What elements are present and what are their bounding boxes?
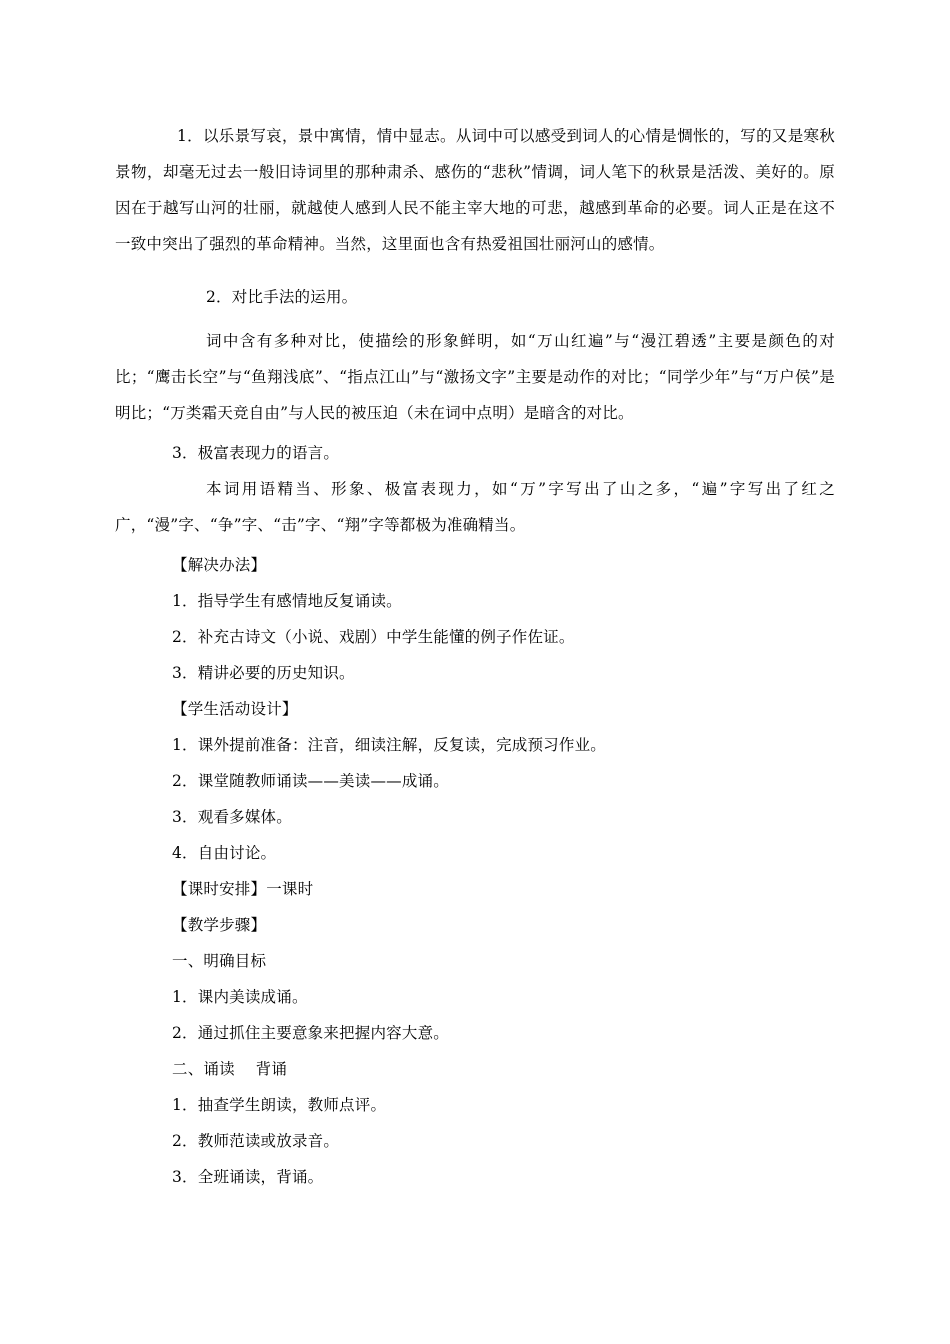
activity-item: 3．观看多媒体。 <box>172 808 292 826</box>
activity-heading: 【学生活动设计】 <box>172 700 298 718</box>
paragraph-5: 本词用语精当、形象、极富表现力，如“万”字写出了山之多，“遍”字写出了红之广，“漫”字、“争”字、“击”字、“翔”字等都极为准确精当。 <box>115 480 835 534</box>
activity-item: 4．自由讨论。 <box>172 844 277 862</box>
step-2-item: 3．全班诵读，背诵。 <box>172 1168 324 1186</box>
step-2-title: 二、诵读 背诵 <box>172 1060 288 1078</box>
step-2-item: 1．抽查学生朗读，教师点评。 <box>172 1096 387 1114</box>
solution-item: 1．指导学生有感情地反复诵读。 <box>172 592 402 610</box>
paragraph-1: 1．以乐景写哀，景中寓情，情中显志。从词中可以感受到词人的心情是惆怅的，写的又是寒秋景物，却毫无过去一般旧诗词里的那种肃杀、感伤的“悲秋”情调，词人笔下的秋景是活泼、美好的。原因在于越写山河的壮丽，就越使人感到人民不能主宰大地的可悲，越感到革命的必要。词人正是在这不一致中突出了强烈的革命精神。当然，这里面也含有热爱祖国壮丽河山的感情。 <box>115 127 835 253</box>
step-1-title: 一、明确目标 <box>172 952 267 970</box>
activity-item: 1．课外提前准备：注音，细读注解，反复读，完成预习作业。 <box>172 736 606 754</box>
paragraph-3: 词中含有多种对比，使描绘的形象鲜明，如“万山红遍”与“漫江碧透”主要是颜色的对比；“鹰击长空”与“鱼翔浅底”、“指点江山”与“激扬文字”主要是动作的对比；“同学少年”与“万户侯”是明比；“万类霜天竞自由”与人民的被压迫（未在词中点明）是暗含的对比。 <box>115 332 835 422</box>
schedule-heading: 【课时安排】一课时 <box>172 880 314 898</box>
solution-heading: 【解决办法】 <box>172 556 267 574</box>
step-1-item: 1．课内美读成诵。 <box>172 988 308 1006</box>
solution-item: 2．补充古诗文（小说、戏剧）中学生能懂的例子作佐证。 <box>172 628 575 646</box>
solution-item: 3．精讲必要的历史知识。 <box>172 664 355 682</box>
step-2-item: 2．教师范读或放录音。 <box>172 1132 340 1150</box>
paragraph-2-heading: 2．对比手法的运用。 <box>206 288 358 306</box>
paragraph-4-heading: 3．极富表现力的语言。 <box>172 444 340 462</box>
activity-item: 2．课堂随教师诵读——美读——成诵。 <box>172 772 449 790</box>
step-1-item: 2．通过抓住主要意象来把握内容大意。 <box>172 1024 449 1042</box>
steps-heading: 【教学步骤】 <box>172 916 267 934</box>
